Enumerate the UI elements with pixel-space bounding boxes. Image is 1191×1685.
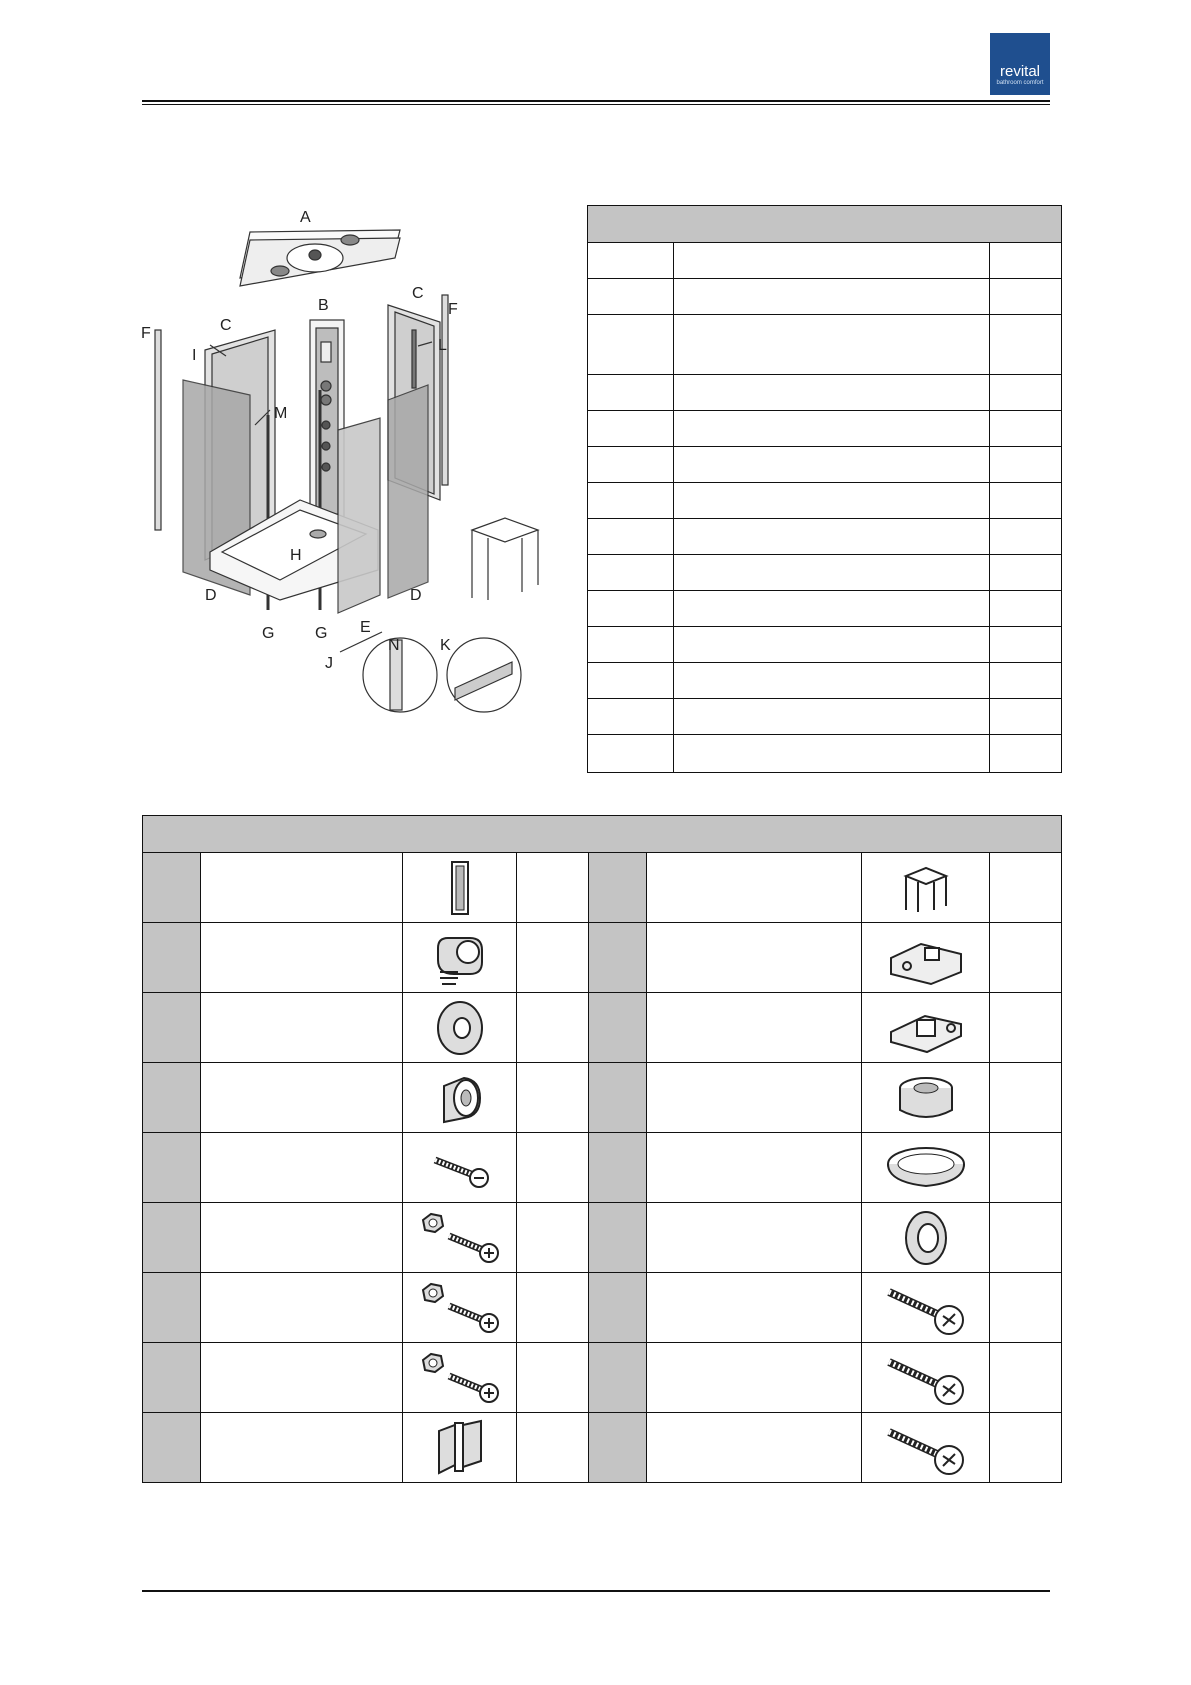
brand-logo	[990, 33, 1050, 95]
part-image	[862, 1203, 990, 1273]
guide-bracket-icon	[881, 998, 971, 1058]
part-image	[403, 1203, 517, 1273]
table-row	[143, 1413, 1062, 1483]
handle-icon	[440, 858, 480, 918]
stool-diagram	[472, 518, 538, 600]
table-row	[143, 923, 1062, 993]
table-row	[143, 1273, 1062, 1343]
table-row	[588, 243, 1062, 279]
part-image	[403, 1343, 517, 1413]
exploded-diagram	[141, 200, 580, 770]
table-row	[588, 555, 1062, 591]
stool-icon	[896, 858, 956, 918]
label-d-left: D	[205, 587, 217, 604]
door-right-fixed	[388, 385, 428, 598]
table-row	[588, 699, 1062, 735]
table-row	[143, 1343, 1062, 1413]
table-row	[588, 591, 1062, 627]
table-row	[143, 993, 1062, 1063]
label-b: B	[318, 297, 329, 314]
label-c-left: C	[220, 317, 232, 334]
screw-icon	[881, 1348, 971, 1408]
table-row	[588, 483, 1062, 519]
table-row	[588, 375, 1062, 411]
door-right	[338, 418, 380, 613]
fittings-table-header	[143, 816, 1062, 853]
table-row	[588, 627, 1062, 663]
label-i: I	[192, 347, 197, 364]
label-e: E	[360, 619, 371, 636]
part-image	[403, 1413, 517, 1483]
part-image	[862, 1413, 990, 1483]
part-image	[862, 1133, 990, 1203]
table-row	[588, 735, 1062, 773]
brand-name: revital	[999, 63, 1040, 80]
hinge-icon	[425, 1417, 495, 1479]
label-a: A	[300, 209, 311, 226]
label-j: J	[325, 655, 333, 672]
clip-bracket-icon	[881, 928, 971, 988]
ring-washer-icon	[891, 1208, 961, 1268]
table-row	[588, 411, 1062, 447]
screw-icon	[881, 1418, 971, 1478]
label-k: K	[440, 637, 451, 654]
part-image	[862, 923, 990, 993]
header-rule-secondary	[142, 104, 1050, 105]
table-row	[143, 1063, 1062, 1133]
cover-cap-icon	[881, 1138, 971, 1198]
parts-table-header	[588, 206, 1062, 243]
spacer-sleeve-icon	[430, 1068, 490, 1128]
part-image	[862, 993, 990, 1063]
part-image	[403, 1063, 517, 1133]
label-c-right: C	[412, 285, 424, 302]
washer-icon	[430, 998, 490, 1058]
part-image	[403, 923, 517, 993]
footer-rule	[142, 1590, 1050, 1592]
part-image	[862, 1063, 990, 1133]
label-f-right: F	[448, 301, 458, 318]
table-row	[143, 1133, 1062, 1203]
label-h: H	[290, 547, 302, 564]
grommet-icon	[891, 1068, 961, 1128]
label-m: M	[274, 405, 288, 422]
brand-tagline: bathroom comfort	[996, 80, 1044, 86]
profile-left	[155, 330, 161, 530]
label-g-left: G	[262, 625, 275, 642]
nut-bolt-icon	[415, 1208, 505, 1268]
part-image	[403, 1133, 517, 1203]
part-image	[862, 1273, 990, 1343]
fittings-table	[142, 815, 1062, 1483]
table-row	[588, 315, 1062, 375]
part-image	[403, 1273, 517, 1343]
table-row	[588, 663, 1062, 699]
label-n: N	[388, 637, 400, 654]
table-row	[143, 853, 1062, 923]
table-row	[143, 1203, 1062, 1273]
parts-table	[587, 205, 1062, 773]
label-l: L	[438, 337, 447, 354]
label-f-left: F	[141, 325, 151, 342]
screw-icon	[881, 1278, 971, 1338]
table-row	[588, 279, 1062, 315]
label-g-right: G	[315, 625, 328, 642]
part-image	[403, 993, 517, 1063]
bolt-icon	[425, 1138, 495, 1198]
header-rule	[142, 100, 1050, 102]
nut-bolt-icon	[415, 1278, 505, 1338]
part-image	[862, 1343, 990, 1413]
profile-right	[442, 295, 448, 485]
part-image	[403, 853, 517, 923]
nut-bolt-icon	[415, 1348, 505, 1408]
elbow-fitting-icon	[430, 928, 490, 988]
label-d-right: D	[410, 587, 422, 604]
part-image	[862, 853, 990, 923]
table-row	[588, 447, 1062, 483]
table-row	[588, 519, 1062, 555]
